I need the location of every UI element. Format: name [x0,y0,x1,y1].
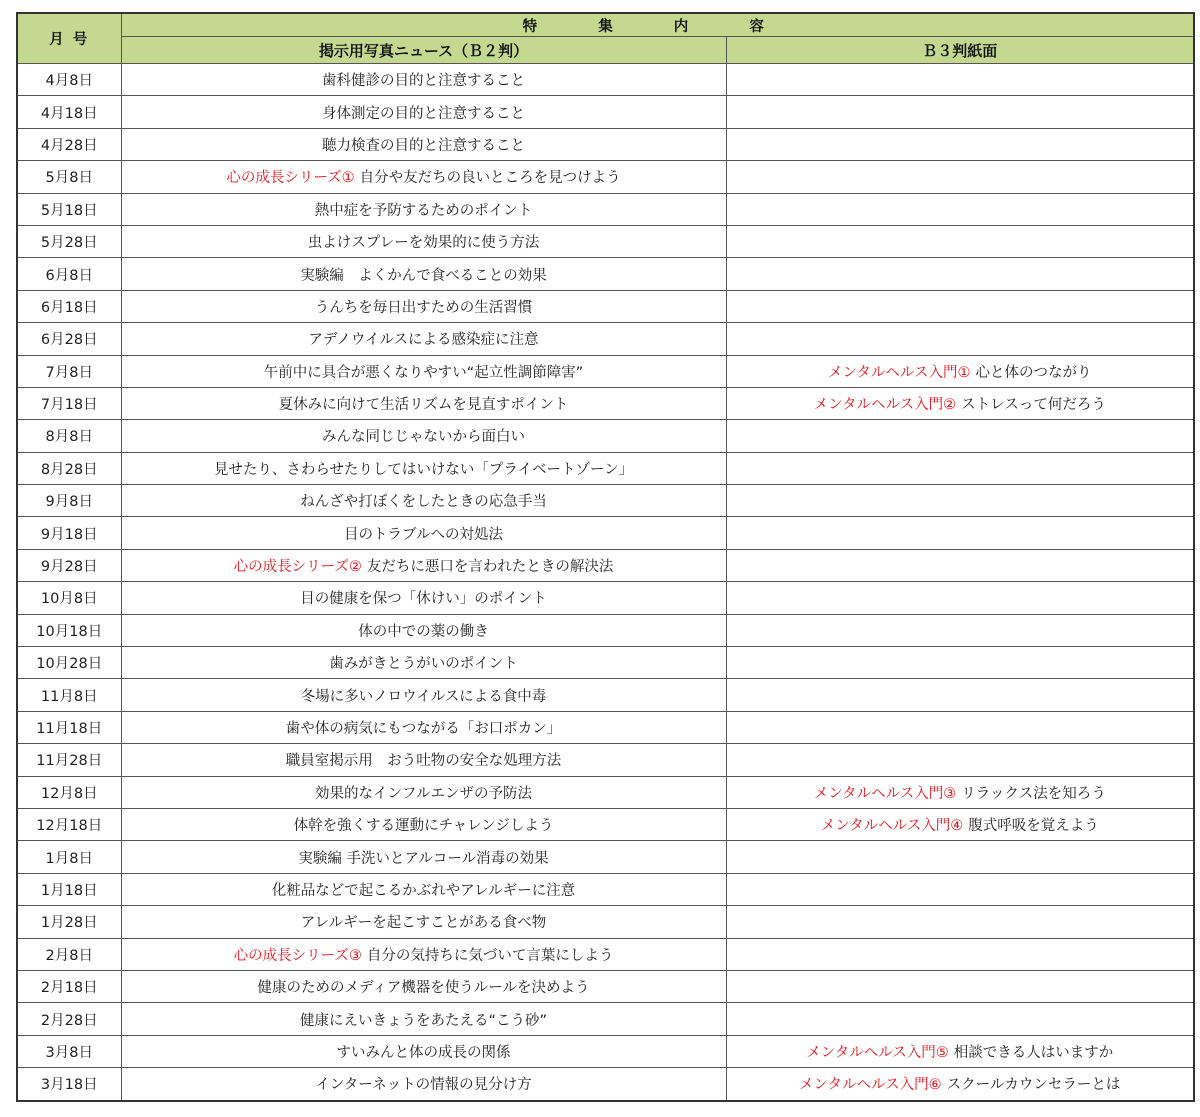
series-tag: 心の成長シリーズ② [233,559,362,576]
poster-topic-text: 歯みがきとうがいのポイント [329,656,518,673]
poster-topic-text: 自分や友だちの良いところを見つけよう [359,170,621,187]
poster-topic-cell [121,938,726,970]
table-row [17,258,1194,290]
table-row [17,906,1194,938]
poster-topic-cell [121,96,726,128]
b3-topic-cell [726,808,1194,840]
poster-topic-text: 目の健康を保つ「休けい」のポイント [300,591,547,608]
poster-topic-text: うんちを毎日出すための生活習慣 [314,299,533,316]
month-cell: 8月8日 [17,420,121,452]
poster-topic-cell [121,647,726,679]
poster-topic-text: 体の中での薬の働き [358,623,489,640]
table-row [17,128,1194,160]
mental-health-tag: メンタルヘルス入門⑥ [799,1077,942,1094]
b3-topic-cell [726,614,1194,646]
month-cell: 6月8日 [17,258,121,290]
poster-topic-text: 職員室掲示用 おう吐物の安全な処理方法 [285,753,562,770]
poster-topic-text: 見せたり、さわらせたりしてはいけない「プライベートゾーン」 [213,461,634,478]
table-row [17,808,1194,840]
month-cell: 11月28日 [17,744,121,776]
poster-topic-cell [121,258,726,290]
poster-topic-cell [121,1003,726,1035]
month-cell: 1月8日 [17,841,121,873]
month-cell: 2月8日 [17,938,121,970]
month-cell: 10月28日 [17,647,121,679]
table-header [17,13,1194,64]
poster-topic-text: 虫よけスプレーを効果的に使う方法 [307,235,540,252]
table-row [17,614,1194,646]
table-row [17,323,1194,355]
month-cell: 2月18日 [17,970,121,1002]
table-body [17,64,1194,1101]
b3-topic-cell [726,323,1194,355]
poster-column-header: 掲示用写真ニュース（Ｂ２判） [121,37,726,64]
month-cell: 9月28日 [17,549,121,581]
mental-health-tag: メンタルヘルス入門⑤ [806,1044,949,1061]
b3-topic-text: 腹式呼吸を覚えよう [968,818,1099,835]
month-cell: 6月28日 [17,323,121,355]
series-tag: 心の成長シリーズ① [226,170,355,187]
b3-topic-cell [726,290,1194,322]
poster-topic-text: みんな同じじゃないから面白い [322,429,525,446]
table-row [17,452,1194,484]
b3-topic-text: 心と体のつながり [975,364,1092,381]
poster-topic-text: アレルギーを起こすことがある食べ物 [300,915,547,932]
table-row [17,744,1194,776]
month-cell: 4月8日 [17,64,121,96]
mental-health-tag: メンタルヘルス入門① [828,364,971,381]
b3-topic-cell [726,161,1194,193]
table-row [17,193,1194,225]
b3-topic-cell [726,970,1194,1002]
b3-topic-cell [726,1068,1194,1101]
b3-topic-text: ストレスって何だろう [961,397,1106,414]
poster-topic-text: 体幹を強くする運動にチャレンジしよう [293,818,554,835]
poster-topic-text: アデノウイルスによる感染症に注意 [308,332,539,349]
poster-topic-cell [121,679,726,711]
poster-topic-text: 自分の気持ちに気づいて言葉にしよう [366,947,614,964]
month-cell: 2月28日 [17,1003,121,1035]
month-cell: 9月18日 [17,517,121,549]
b3-topic-cell [726,549,1194,581]
month-cell: 7月8日 [17,355,121,387]
b3-topic-cell [726,711,1194,743]
poster-topic-cell [121,711,726,743]
poster-topic-text: 実験編 手洗いとアルコール消毒の効果 [298,850,549,867]
poster-topic-cell [121,517,726,549]
poster-topic-cell [121,582,726,614]
month-cell: 1月28日 [17,906,121,938]
poster-topic-cell [121,452,726,484]
mental-health-tag: メンタルヘルス入門③ [813,785,957,802]
month-cell: 4月28日 [17,128,121,160]
poster-topic-text: インターネットの情報の見分け方 [315,1077,532,1094]
poster-topic-cell [121,323,726,355]
poster-topic-cell [121,614,726,646]
table-row [17,938,1194,970]
b3-topic-cell [726,1003,1194,1035]
month-cell: 3月8日 [17,1035,121,1067]
b3-topic-cell [726,938,1194,970]
b3-topic-cell [726,841,1194,873]
poster-topic-cell [121,290,726,322]
month-column-header: 月 号 [17,13,121,64]
poster-topic-text: 友だちに悪口を言われたときの解決法 [366,559,614,576]
month-cell: 7月18日 [17,387,121,419]
b3-topic-cell [726,906,1194,938]
b3-topic-cell [726,64,1194,96]
month-cell: 11月18日 [17,711,121,743]
table-row [17,841,1194,873]
table-row [17,355,1194,387]
poster-topic-cell [121,128,726,160]
poster-topic-text: 熱中症を予防するためのポイント [314,202,533,219]
poster-topic-cell [121,808,726,840]
poster-topic-cell [121,873,726,905]
poster-topic-text: 健康のためのメディア機器を使うルールを決めよう [257,980,590,997]
month-cell: 8月28日 [17,452,121,484]
table-row [17,970,1194,1002]
poster-topic-cell [121,744,726,776]
b3-column-header: Ｂ３判紙面 [726,37,1194,64]
month-cell: 1月18日 [17,873,121,905]
poster-topic-text: すいみんと体の成長の関係 [336,1044,511,1061]
month-cell: 11月8日 [17,679,121,711]
table-row [17,679,1194,711]
b3-topic-cell [726,647,1194,679]
table-row [17,1035,1194,1067]
poster-topic-text: ねんざや打ぼくをしたときの応急手当 [300,494,547,511]
poster-topic-cell [121,549,726,581]
month-cell: 10月8日 [17,582,121,614]
schedule-table [16,12,1195,1102]
poster-topic-text: 冬場に多いノロウイルスによる食中毒 [300,688,547,705]
poster-topic-cell [121,420,726,452]
table-row [17,517,1194,549]
table-row [17,549,1194,581]
poster-topic-text: 目のトラブルへの対処法 [344,526,503,543]
table-row [17,64,1194,96]
poster-topic-text: 午前中に具合が悪くなりやすい“起立性調節障害” [263,364,584,381]
month-cell: 12月18日 [17,808,121,840]
poster-topic-text: 効果的なインフルエンザの予防法 [315,785,532,802]
poster-topic-cell [121,970,726,1002]
month-cell: 5月18日 [17,193,121,225]
table-row [17,1068,1194,1101]
month-cell: 10月18日 [17,614,121,646]
poster-topic-cell [121,776,726,808]
poster-topic-cell [121,225,726,257]
poster-topic-text: 聴力検査の目的と注意すること [322,137,525,154]
table-row [17,711,1194,743]
poster-topic-cell [121,485,726,517]
feature-header: 特 集 内 容 [121,13,1194,37]
month-cell: 9月8日 [17,485,121,517]
table-row [17,873,1194,905]
table-row [17,647,1194,679]
poster-topic-text: 健康にえいきょうをあたえる“こう砂” [299,1012,548,1029]
table-row [17,387,1194,419]
series-tag: 心の成長シリーズ③ [233,947,362,964]
poster-topic-cell [121,841,726,873]
poster-topic-text: 化粧品などで起こるかぶれやアレルギーに注意 [271,882,576,899]
b3-topic-cell [726,517,1194,549]
b3-topic-cell [726,873,1194,905]
table-row [17,1003,1194,1035]
table-row [17,776,1194,808]
mental-health-tag: メンタルヘルス入門④ [820,818,964,835]
table-row [17,225,1194,257]
b3-topic-cell [726,193,1194,225]
table-row [17,290,1194,322]
b3-topic-cell [726,420,1194,452]
b3-topic-cell [726,128,1194,160]
b3-topic-cell [726,776,1194,808]
table-row [17,485,1194,517]
poster-topic-text: 歯科健診の目的と注意すること [322,73,525,90]
table-row [17,582,1194,614]
b3-topic-cell [726,1035,1194,1067]
table-row [17,420,1194,452]
poster-topic-cell [121,161,726,193]
b3-topic-cell [726,744,1194,776]
b3-topic-cell [726,387,1194,419]
table-row [17,96,1194,128]
mental-health-tag: メンタルヘルス入門② [813,397,957,414]
poster-topic-text: 実験編 よくかんで食べることの効果 [300,267,547,284]
b3-topic-text: スクールカウンセラーとは [946,1077,1121,1094]
poster-topic-cell [121,64,726,96]
month-cell: 3月18日 [17,1068,121,1101]
b3-topic-cell [726,679,1194,711]
poster-topic-cell [121,387,726,419]
poster-topic-cell [121,193,726,225]
poster-topic-text: 歯や体の病気にもつながる「お口ポカン」 [285,721,562,737]
b3-topic-text: 相談できる人はいますか [953,1044,1114,1061]
month-cell: 5月28日 [17,225,121,257]
poster-topic-cell [121,355,726,387]
poster-topic-cell [121,1068,726,1101]
b3-topic-cell [726,225,1194,257]
b3-topic-cell [726,96,1194,128]
table-row [17,161,1194,193]
b3-topic-text: リラックス法を知ろう [961,785,1106,802]
poster-topic-text: 夏休みに向けて生活リズムを見直すポイント [278,397,569,414]
poster-topic-cell [121,1035,726,1067]
month-cell: 12月8日 [17,776,121,808]
b3-topic-cell [726,582,1194,614]
month-cell: 6月18日 [17,290,121,322]
poster-topic-text: 身体測定の目的と注意すること [322,105,525,122]
poster-topic-cell [121,906,726,938]
month-cell: 5月8日 [17,161,121,193]
b3-topic-cell [726,258,1194,290]
b3-topic-cell [726,355,1194,387]
month-cell: 4月18日 [17,96,121,128]
b3-topic-cell [726,485,1194,517]
b3-topic-cell [726,452,1194,484]
